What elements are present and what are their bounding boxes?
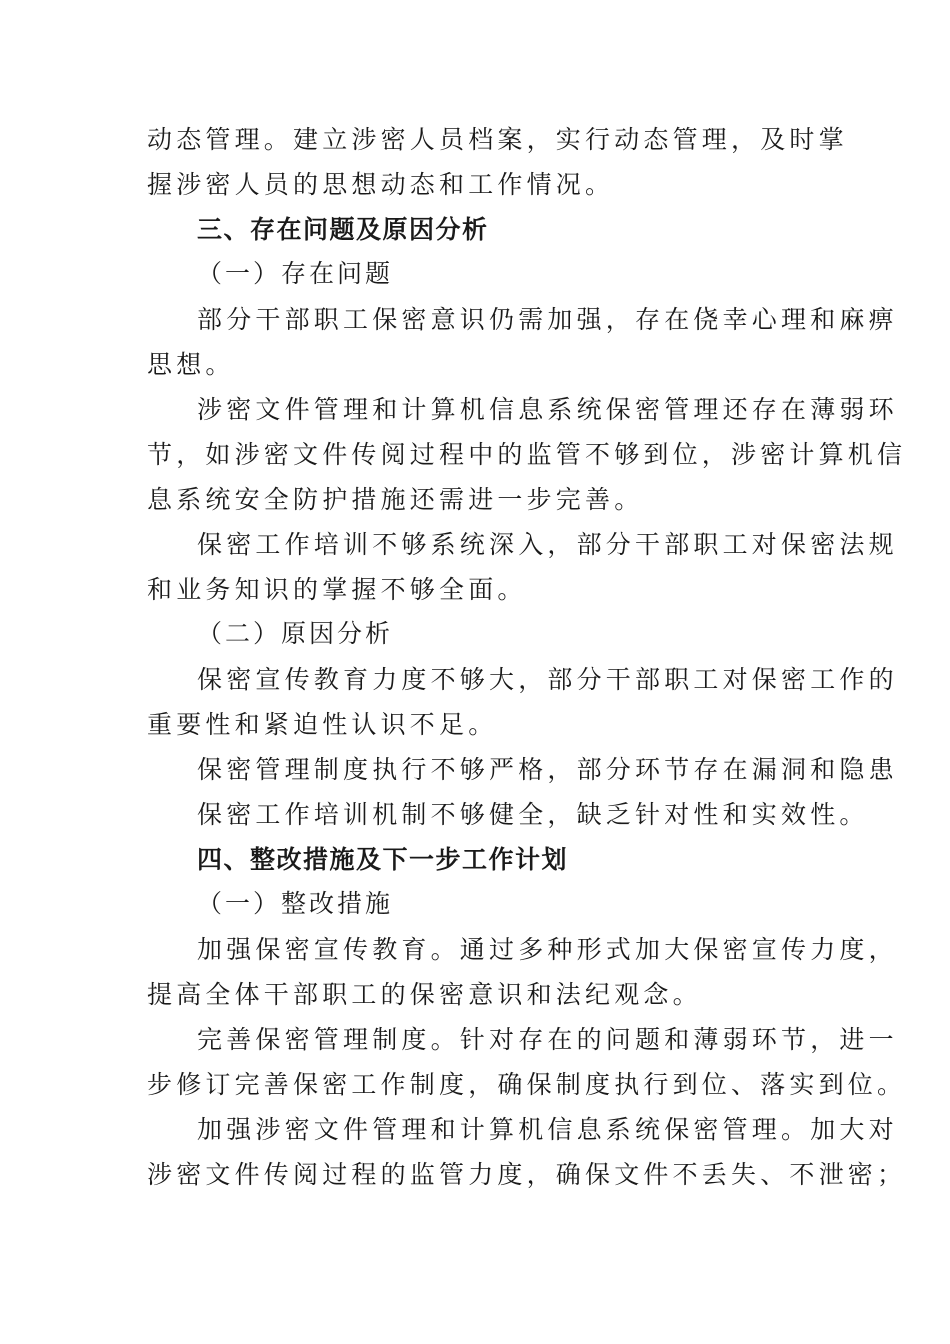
section-heading: 三、存在问题及原因分析 — [197, 215, 489, 244]
paragraph-line: 节，如涉密文件传阅过程中的监管不够到位，涉密计算机信 — [147, 440, 907, 469]
subsection-heading: （一）整改措施 — [197, 889, 394, 918]
section-heading: 四、整改措施及下一步工作计划 — [197, 845, 569, 874]
paragraph-line: 保密工作培训机制不够健全，缺乏针对性和实效性。 — [197, 800, 869, 829]
paragraph-line: 思想。 — [147, 350, 235, 379]
paragraph-line: 部分干部职工保密意识仍需加强，存在侥幸心理和麻痹 — [197, 305, 898, 334]
subsection-heading: （二）原因分析 — [197, 619, 394, 648]
paragraph-line: 加强保密宣传教育。通过多种形式加大保密宣传力度， — [197, 935, 898, 964]
paragraph-line: 息系统安全防护措施还需进一步完善。 — [147, 485, 644, 514]
paragraph-line: 完善保密管理制度。针对存在的问题和薄弱环节，进一 — [197, 1025, 898, 1054]
paragraph-line: 保密管理制度执行不够严格，部分环节存在漏洞和隐患 — [197, 755, 898, 784]
paragraph-line: 和业务知识的掌握不够全面。 — [147, 575, 527, 604]
paragraph-line: 步修订完善保密工作制度，确保制度执行到位、落实到位。 — [147, 1070, 907, 1099]
paragraph-line: 提高全体干部职工的保密意识和法纪观念。 — [147, 980, 702, 1009]
subsection-heading: （一）存在问题 — [197, 259, 394, 288]
paragraph-line: 动态管理。建立涉密人员档案，实行动态管理，及时掌 — [147, 125, 848, 154]
paragraph-line: 涉密文件传阅过程的监管力度，确保文件不丢失、不泄密； — [147, 1160, 907, 1189]
paragraph-line: 握涉密人员的思想动态和工作情况。 — [147, 170, 615, 199]
paragraph-line: 涉密文件管理和计算机信息系统保密管理还存在薄弱环 — [197, 395, 898, 424]
paragraph-line: 保密工作培训不够系统深入，部分干部职工对保密法规 — [197, 530, 898, 559]
paragraph-line: 加强涉密文件管理和计算机信息系统保密管理。加大对 — [197, 1115, 898, 1144]
paragraph-line: 重要性和紧迫性认识不足。 — [147, 710, 498, 739]
paragraph-line: 保密宣传教育力度不够大，部分干部职工对保密工作的 — [197, 665, 898, 694]
